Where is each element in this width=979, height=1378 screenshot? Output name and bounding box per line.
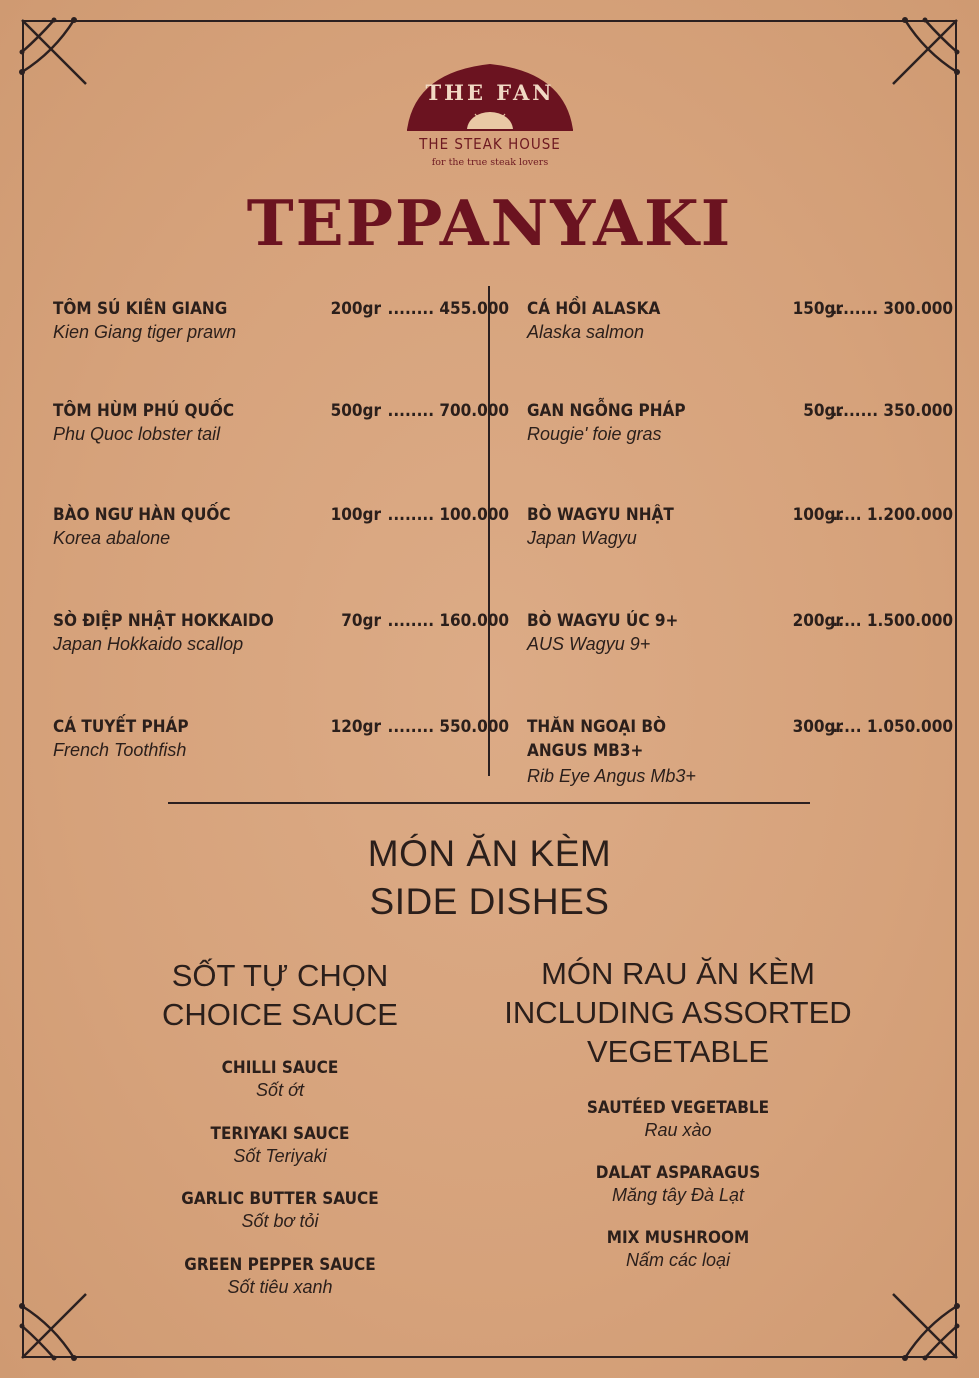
menu-item [53,298,509,358]
item-name: CÁ HỒI ALASKA [527,299,661,319]
sauce-title-vi: SỐT TỰ CHỌN [171,958,389,993]
sauce-name: GREEN PEPPER SAUCE [184,1255,376,1275]
item-weight: 70gr [341,611,381,631]
item-weight: 150gr [792,299,843,319]
vegetable-item [518,1162,838,1206]
item-weight: 50gr [803,401,843,421]
menu-item [53,400,509,460]
item-name: THĂN NGOẠI BÒ [527,717,667,737]
column-divider [488,286,490,776]
item-price: ........ 300.000 [831,299,953,319]
vegetable-description: Nấm các loại [625,1250,731,1270]
item-weight: 100gr [330,505,381,525]
sauce-heading [120,956,440,1034]
item-price: ........ 350.000 [831,401,953,421]
sauce-name: CHILLI SAUCE [221,1058,339,1078]
side-dishes-heading [0,830,979,926]
sauce-item [120,1123,440,1167]
item-price: ........ 550.000 [387,717,509,737]
vegetable-name: SAUTÉED VEGETABLE [586,1098,770,1118]
item-description: Korea abalone [53,528,171,548]
vegetable-title-line3: VEGETABLE [586,1034,770,1069]
logo-tagline: for the true steak lovers [431,157,549,168]
corner-ornament-icon [885,1286,965,1366]
sauce-description: Sốt Teriyaki [233,1146,327,1166]
item-name: BÒ WAGYU ÚC 9+ [527,611,679,631]
vegetable-title-line1: MÓN RAU ĂN KÈM [541,956,815,991]
sauce-description: Sốt tiêu xanh [227,1277,333,1297]
item-name: CÁ TUYẾT PHÁP [53,717,189,737]
sauce-item [120,1057,440,1101]
page-title: TEPPANYAKI [246,186,733,260]
item-weight: 200gr [330,299,381,319]
menu-item [527,400,953,460]
menu-item [527,610,953,670]
section-divider [168,802,810,804]
vegetable-description: Măng tây Đà Lạt [611,1185,745,1205]
item-description: Rib Eye Angus Mb3+ [527,766,696,786]
item-name: GAN NGỖNG PHÁP [527,401,686,421]
logo-brand: THE FAN [425,80,555,105]
sauce-title-en: CHOICE SAUCE [162,997,398,1032]
item-price: ........ 700.000 [387,401,509,421]
item-description: Kien Giang tiger prawn [53,322,237,342]
item-description: AUS Wagyu 9+ [527,634,651,654]
side-dishes-title-en: SIDE DISHES [369,881,610,922]
sauce-description: Sốt bơ tỏi [241,1211,319,1231]
item-price: ..... 1.050.000 [832,717,953,737]
item-description: Phu Quoc lobster tail [53,424,221,444]
item-description: Rougie' foie gras [527,424,662,444]
vegetable-name: DALAT ASPARAGUS [595,1163,761,1183]
item-description: Japan Hokkaido scallop [53,634,244,654]
item-description: Alaska salmon [527,322,645,342]
logo [405,62,575,174]
item-price: ........ 160.000 [387,611,509,631]
item-name: TÔM HÙM PHÚ QUỐC [53,401,235,421]
sauce-name: TERIYAKI SAUCE [210,1124,350,1144]
menu-item [527,504,953,564]
item-name: SÒ ĐIỆP NHẬT HOKKAIDO [53,611,274,631]
item-name: BÀO NGƯ HÀN QUỐC [53,505,231,525]
item-name-line2: ANGUS MB3+ [527,741,644,761]
item-name: BÒ WAGYU NHẬT [527,505,674,525]
corner-ornament-icon [885,12,965,92]
menu-item [53,610,509,670]
item-weight: 300gr [792,717,843,737]
sauce-name: GARLIC BUTTER SAUCE [181,1189,379,1209]
menu-item [53,504,509,564]
menu-item [527,298,953,358]
sauce-description: Sốt ớt [256,1080,304,1100]
item-price: ..... 1.500.000 [832,611,953,631]
vegetable-heading [470,954,886,1071]
logo-subtitle: THE STEAK HOUSE [419,135,561,153]
corner-ornament-icon [14,1286,94,1366]
item-name: TÔM SÚ KIÊN GIANG [53,299,228,319]
corner-ornament-icon [14,12,94,92]
item-description: Japan Wagyu [527,528,637,548]
menu-item [53,716,509,776]
item-weight: 500gr [330,401,381,421]
item-description: French Toothfish [53,740,187,760]
side-dishes-title-vi: MÓN ĂN KÈM [367,833,612,874]
vegetable-description: Rau xào [644,1120,712,1140]
vegetable-title-line2: INCLUDING ASSORTED [504,995,852,1030]
item-price: ........ 455.000 [387,299,509,319]
item-price: ..... 1.200.000 [832,505,953,525]
menu-item [527,716,953,796]
vegetable-item [518,1227,838,1271]
item-weight: 120gr [330,717,381,737]
item-weight: 100gr [792,505,843,525]
sauce-item [120,1254,440,1298]
item-price: ........ 100.000 [387,505,509,525]
sauce-item [120,1188,440,1232]
item-weight: 200gr [792,611,843,631]
vegetable-name: MIX MUSHROOM [606,1228,750,1248]
vegetable-item [518,1097,838,1141]
